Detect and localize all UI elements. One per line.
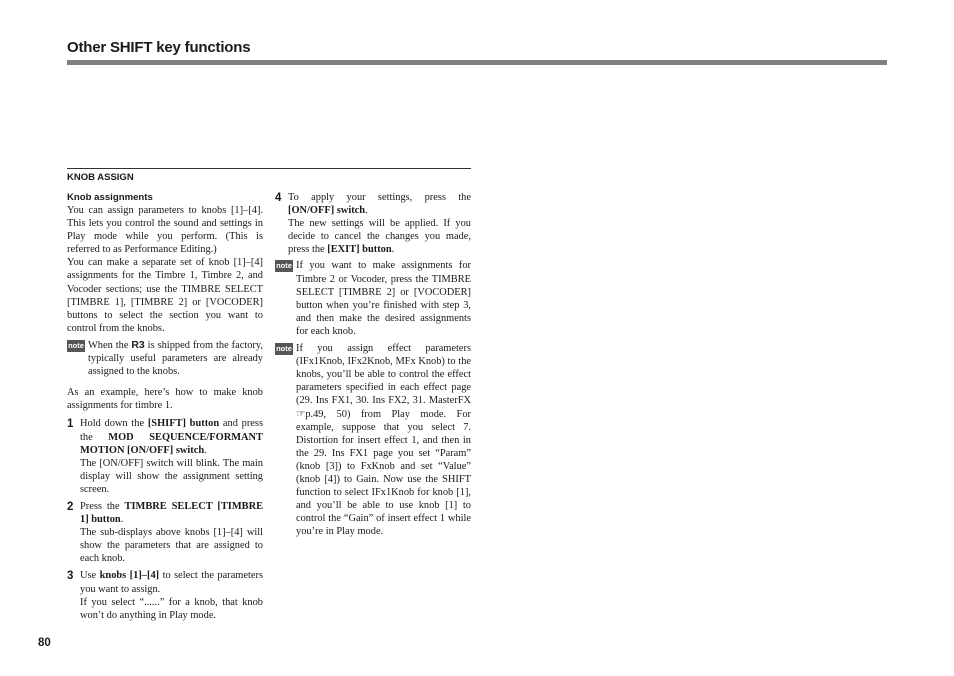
step-3 [67,569,263,621]
step-number: 2 [67,500,74,513]
step-detail: The sub-displays above knobs [1]–[4] will show the parameters that are assigned to each knob. [80,527,263,565]
step-1 [67,417,263,496]
note-icon: note [276,261,292,271]
note-text: If you want to make assignments for Timbre 2 or Vocoder, press the TIMBRE SELECT [TIMBRE 2] or [VOCODER] button when you’re finished with step 3, and then make the desired assignments for each knob. [296,260,471,337]
step-detail: The [ON/OFF] switch will blink. The main display will show the assignment setting screen. [80,457,263,495]
step-4 [275,191,471,256]
note-block [275,259,471,338]
step-number: 1 [67,418,74,431]
subheading: Knob assignments [67,192,153,203]
step-instruction: Hold down the [SHIFT] button and press the MOD SEQUENCE/FORMANT MOTION [ON/OFF] switch. [80,418,264,456]
page-number: 80 [38,637,51,649]
intro-paragraph: You can assign parameters to knobs [1]–[4]. This lets you control the sound and settings in Play mode while you perform. (This is referred to as Performance Editing.) [67,205,263,256]
step-instruction: To apply your settings, press the [ON/OFF] switch. [288,192,471,217]
example-paragraph: As an example, here’s how to make knob assignments for timbre 1. [67,387,263,412]
left-column [67,191,263,622]
title-rule [67,60,887,65]
step-detail: If you select “......” for a knob, that knob won’t do anything in Play mode. [80,596,263,621]
step-detail: The new settings will be applied. If you decide to cancel the changes you made, press the [EXIT] button. [288,218,471,256]
note-icon: note [68,340,84,350]
intro-paragraph: You can make a separate set of knob [1]–[4] assignments for the Timbre 1, Timbre 2, and Vocoder sections; use the TIMBRE SELECT [TIMBRE 1], [TIMBRE 2] or [VOCODER] buttons to select the section you want to control from the knobs. [67,257,263,334]
right-column [275,191,471,538]
note-block [67,339,263,378]
note-icon: note [276,344,292,354]
step-instruction: Press the TIMBRE SELECT [TIMBRE 1] button. [80,500,263,526]
note-text: When the R3 is shipped from the factory, typically useful parameters are already assigned to the knobs. [88,339,263,378]
section-rule [67,168,471,169]
page-title: Other SHIFT key functions [67,39,251,56]
step-number: 4 [275,192,282,204]
step-2 [67,500,263,565]
section-label: KNOB ASSIGN [67,172,134,183]
step-instruction: Use knobs [1]–[4] to select the parameters you want to assign. [80,570,263,595]
note-text: If you assign effect parameters (IFx1Knob, IFx2Knob, MFx Knob) to the knobs, you’ll be able to control the effect parameters specified in each effect page (29. Ins FX1, 30. Ins FX2, 31. MasterFX ☞p.49, 50) from Play mode. For example, suppose that you select 7. Distortion for insert effect 1, and then in the 29. Ins FX1 page you set “Param” (knob [3]) to FxKnob and set “Value” (knob [4]) to Gain. Now use the SHIFT function to select IFx1Knob for knob [1], and you’ll be able to use knob [1] to control the “Gain” of insert effect 1 while you’re in Play mode. [296,343,471,538]
step-number: 3 [67,570,74,583]
note-block [275,342,471,538]
